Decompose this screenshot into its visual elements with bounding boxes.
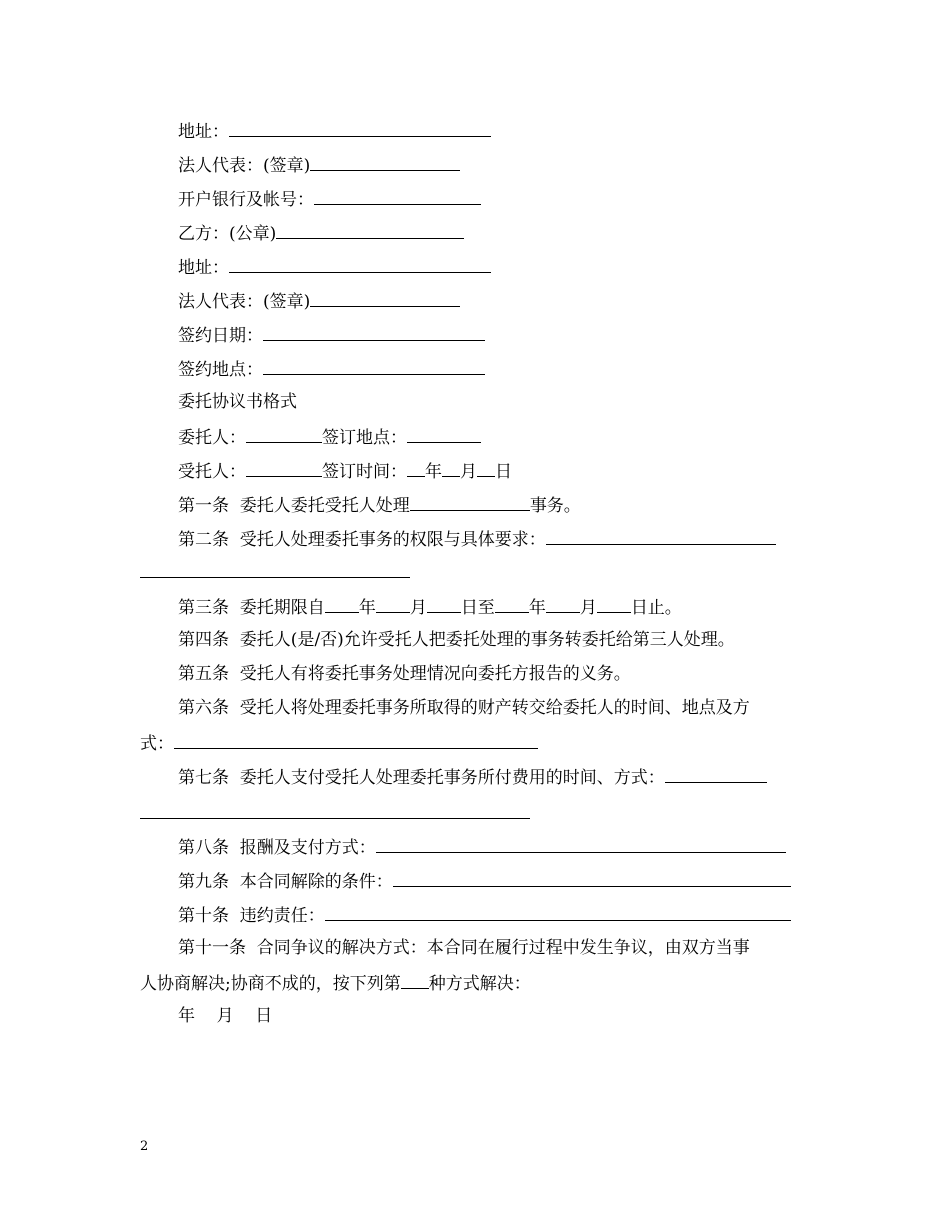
period-start-year-blank[interactable] xyxy=(325,596,359,613)
month-label: 月 xyxy=(460,462,477,482)
month-label: 月 xyxy=(579,598,597,618)
principal-blank[interactable] xyxy=(246,426,322,443)
party-b-legal-rep-label: 法人代表：(签章) xyxy=(178,292,311,312)
article-9-text: 第九条 本合同解除的条件： xyxy=(178,872,393,892)
day-end-label: 日止。 xyxy=(630,598,682,618)
sign-place-blank[interactable] xyxy=(263,358,485,375)
party-b-address-label: 地址： xyxy=(178,258,229,278)
signing-place-label: 签订地点： xyxy=(322,428,407,448)
article-11-continuation xyxy=(140,972,531,994)
article-1-blank[interactable] xyxy=(410,494,530,511)
period-end-month-blank[interactable] xyxy=(546,596,580,613)
party-b-legal-rep-blank[interactable] xyxy=(310,290,460,307)
month-label: 月 xyxy=(409,598,427,618)
party-a-address-line xyxy=(178,120,491,142)
page-number: 2 xyxy=(140,1139,149,1154)
agent-label: 受托人： xyxy=(178,462,246,482)
sign-date-label: 签约日期： xyxy=(178,326,263,346)
article-11-suffix: 种方式解决： xyxy=(428,974,531,994)
section-heading: 委托协议书格式 xyxy=(178,392,297,412)
period-start-day-blank[interactable] xyxy=(427,596,461,613)
year-label: 年 xyxy=(358,598,376,618)
party-a-legal-rep-label: 法人代表：(签章) xyxy=(178,156,311,176)
signing-day-blank[interactable] xyxy=(477,460,495,477)
article-1 xyxy=(178,494,581,516)
article-6-continuation-text: 式： xyxy=(140,734,174,754)
party-b-address-line xyxy=(178,256,491,278)
article-9-blank[interactable] xyxy=(393,870,791,887)
signing-year-blank[interactable] xyxy=(407,460,425,477)
party-a-address-blank[interactable] xyxy=(229,120,491,137)
party-a-address-label: 地址： xyxy=(178,122,229,142)
date-line: 年 月 日 xyxy=(178,1006,273,1026)
year-label: 年 xyxy=(528,598,546,618)
article-7-text: 第七条 委托人支付受托人处理委托事务所付费用的时间、方式： xyxy=(178,768,665,788)
sign-date-blank[interactable] xyxy=(263,324,485,341)
principal-line xyxy=(178,426,481,448)
period-end-year-blank[interactable] xyxy=(495,596,529,613)
article-2-continuation-blank[interactable] xyxy=(140,577,410,578)
signing-place-blank[interactable] xyxy=(407,426,481,443)
party-b-blank[interactable] xyxy=(276,222,464,239)
article-3-text: 第三条 委托期限自 xyxy=(178,598,325,618)
article-10-text: 第十条 违约责任： xyxy=(178,906,325,926)
article-3 xyxy=(178,596,682,618)
party-b-label: 乙方：(公章) xyxy=(178,224,277,244)
article-6: 第六条 受托人将处理委托事务所取得的财产转交给委托人的时间、地点及方 xyxy=(178,698,750,718)
sign-place-line xyxy=(178,358,485,380)
article-11-continuation-text: 人协商解决;协商不成的，按下列第 xyxy=(140,974,401,994)
party-a-legal-rep-line xyxy=(178,154,460,176)
agent-line xyxy=(178,460,512,482)
article-10-blank[interactable] xyxy=(325,904,791,921)
article-10 xyxy=(178,904,791,926)
article-8 xyxy=(178,836,786,858)
article-2 xyxy=(178,528,776,550)
article-8-blank[interactable] xyxy=(376,836,786,853)
article-2-blank[interactable] xyxy=(546,528,776,545)
article-7 xyxy=(178,766,767,788)
article-4: 第四条 委托人(是/否)允许受托人把委托处理的事务转委托给第三人处理。 xyxy=(178,630,735,650)
article-7-continuation-blank[interactable] xyxy=(140,818,530,819)
article-9 xyxy=(178,870,791,892)
party-b-line xyxy=(178,222,464,244)
article-1-text: 第一条 委托人委托受托人处理 xyxy=(178,496,410,516)
article-1-suffix: 事务。 xyxy=(529,496,581,516)
article-5: 第五条 受托人有将委托事务处理情况向委托方报告的义务。 xyxy=(178,664,631,684)
article-8-text: 第八条 报酬及支付方式： xyxy=(178,838,376,858)
day-to-label: 日至 xyxy=(460,598,495,618)
party-a-bank-label: 开户银行及帐号： xyxy=(178,190,314,210)
dispute-method-blank[interactable] xyxy=(401,972,429,989)
article-7-blank[interactable] xyxy=(665,766,767,783)
signing-month-blank[interactable] xyxy=(442,460,460,477)
period-start-month-blank[interactable] xyxy=(376,596,410,613)
article-2-text: 第二条 受托人处理委托事务的权限与具体要求： xyxy=(178,530,546,550)
sign-place-label: 签约地点： xyxy=(178,360,263,380)
signing-time-label: 签订时间： xyxy=(322,462,407,482)
article-11: 第十一条 合同争议的解决方式：本合同在履行过程中发生争议，由双方当事 xyxy=(178,938,750,958)
party-b-address-blank[interactable] xyxy=(229,256,491,273)
day-label: 日 xyxy=(495,462,512,482)
sign-date-line xyxy=(178,324,485,346)
party-a-bank-blank[interactable] xyxy=(314,188,481,205)
party-a-bank-line xyxy=(178,188,481,210)
article-6-continuation xyxy=(140,732,538,754)
article-6-blank[interactable] xyxy=(174,732,538,749)
period-end-day-blank[interactable] xyxy=(597,596,631,613)
party-b-legal-rep-line xyxy=(178,290,460,312)
year-label: 年 xyxy=(425,462,442,482)
principal-label: 委托人： xyxy=(178,428,246,448)
agent-blank[interactable] xyxy=(246,460,322,477)
party-a-legal-rep-blank[interactable] xyxy=(310,154,460,171)
